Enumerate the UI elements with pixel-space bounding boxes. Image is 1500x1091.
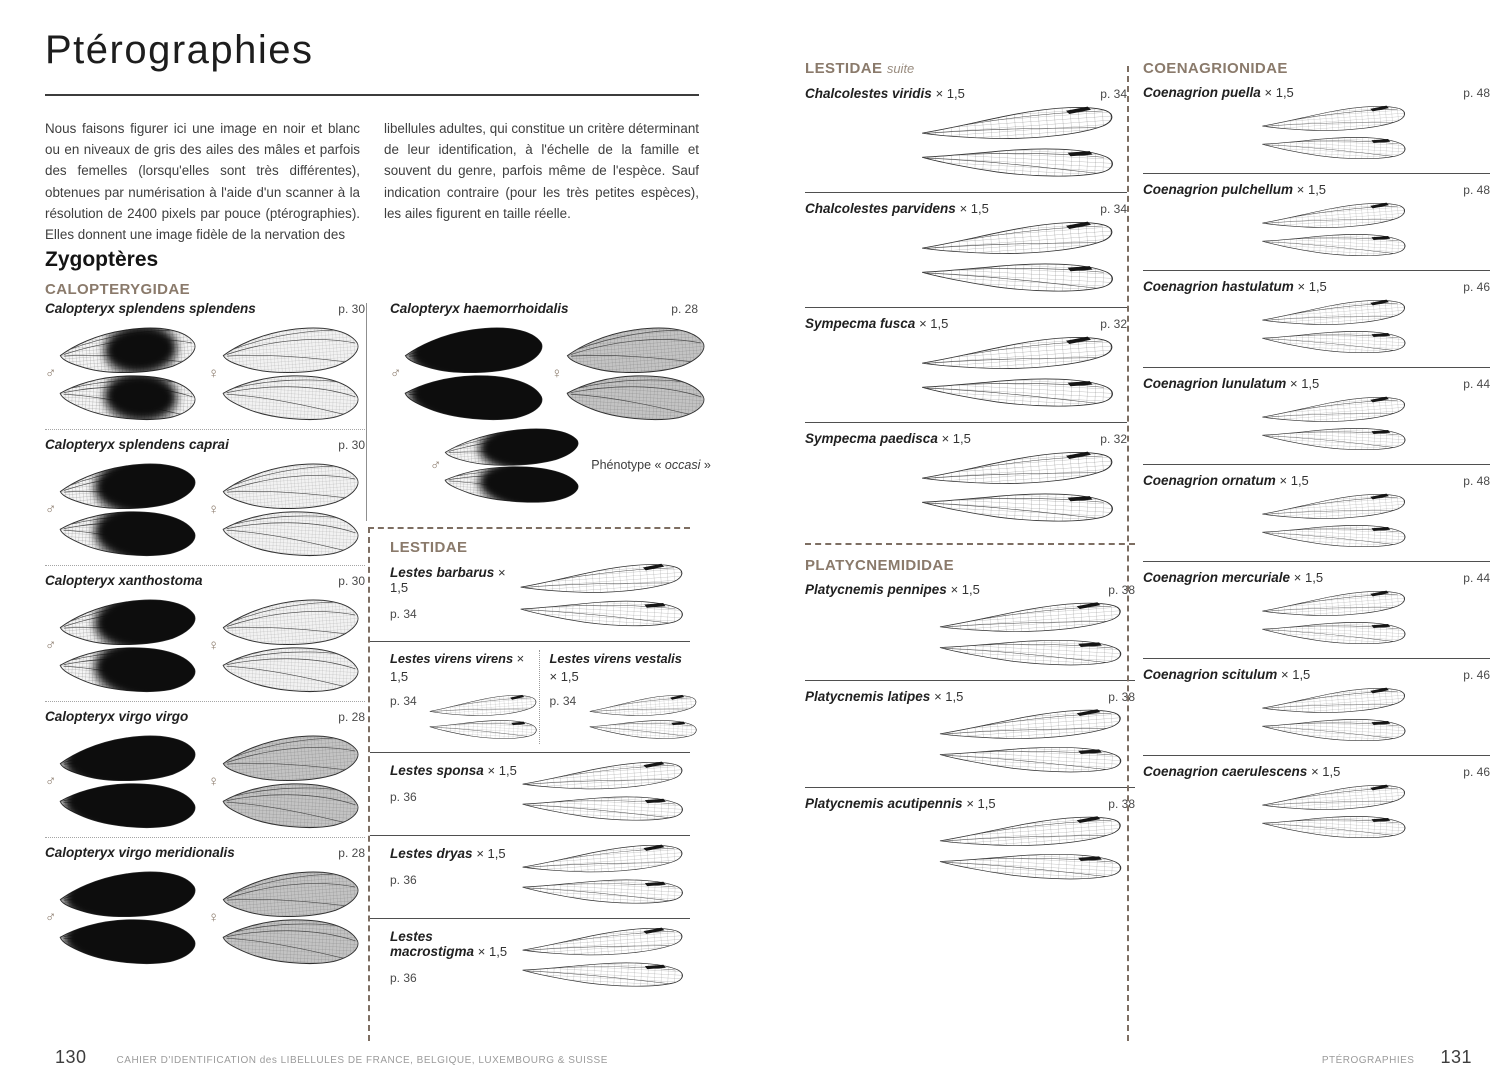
species-scale: × 1,5: [1264, 85, 1294, 100]
species-name: Sympecma fusca × 1,5: [805, 316, 949, 331]
wing-figure: [57, 502, 200, 561]
species-name: Lestes virens virens × 1,5: [390, 651, 525, 684]
species-scale: × 1,5: [959, 201, 989, 216]
wing-photos: [45, 588, 365, 696]
entry-header: [390, 844, 520, 910]
lestidae-box: [368, 527, 690, 1041]
wing-figure: [220, 366, 363, 425]
species-entry: [1143, 667, 1490, 747]
species-name: Lestes barbarus × 1,5: [390, 565, 506, 595]
female-symbol: ♀: [208, 364, 220, 382]
entry-separator: [805, 422, 1127, 423]
page-ref: p. 34: [390, 694, 417, 708]
species-name: Chalcolestes parvidens × 1,5: [805, 201, 989, 216]
wing-drawings: [518, 563, 690, 633]
intro-paragraph: [45, 118, 699, 245]
wing-figure: [517, 591, 689, 638]
species-entry: [45, 709, 365, 832]
species-name: Lestes dryas × 1,5: [390, 846, 506, 861]
species-entry: [378, 301, 711, 504]
family-name: LESTIDAE: [805, 60, 883, 77]
wing-drawings: [1143, 105, 1490, 165]
female-symbol: ♀: [551, 364, 563, 382]
entry-separator: [370, 641, 690, 642]
species-entry: [805, 689, 1135, 779]
wing-drawings: [805, 451, 1127, 529]
female-wing-pair: [208, 732, 365, 830]
species-entry: [45, 573, 365, 696]
entry-header: [45, 709, 365, 724]
species-scale: × 1,5: [390, 651, 525, 684]
page-title: Ptérographies: [45, 28, 314, 72]
entry-header: [805, 582, 1135, 597]
female-wing-pair: [208, 324, 365, 422]
entry-separator: [1143, 173, 1490, 174]
wing-figure: [1259, 322, 1411, 363]
species-entry: [805, 431, 1127, 529]
wing-figure: [1259, 419, 1411, 460]
page-ref: p. 38: [1108, 690, 1135, 704]
species-entry: [1143, 279, 1490, 359]
species-scale: × 1,5: [935, 86, 965, 101]
species-entry: [805, 316, 1127, 414]
male-symbol: ♂: [45, 908, 57, 926]
species-scale: × 1,5: [1290, 376, 1320, 391]
female-symbol: ♀: [208, 636, 220, 654]
phenotype-figure: [390, 426, 711, 504]
entry-separator: [45, 429, 365, 430]
calopterygidae-column: [45, 301, 365, 968]
species-entry: [1143, 85, 1490, 165]
wing-figure: [918, 367, 1120, 419]
entry-separator: [805, 787, 1135, 788]
coenagrionidae-entries: [1143, 85, 1490, 844]
entry-header: [1143, 376, 1490, 391]
species-name: Calopteryx haemorrhoidalis: [390, 301, 569, 316]
species-name: Chalcolestes viridis × 1,5: [805, 86, 965, 101]
species-entry: [1143, 570, 1490, 650]
page-ref: p. 38: [1108, 797, 1135, 811]
wing-figure: [519, 787, 689, 832]
wing-drawings: [805, 602, 1135, 672]
title-rule: [45, 94, 699, 96]
wing-figure: [220, 638, 363, 697]
wing-drawings: [805, 336, 1127, 414]
page-ref: p. 34: [390, 607, 417, 621]
page-ref: p. 38: [1108, 583, 1135, 597]
species-name: Lestes macrostigma × 1,5: [390, 929, 508, 959]
entry-separator: [805, 307, 1127, 308]
entry-header: [390, 927, 520, 993]
wing-photos: [45, 452, 365, 560]
female-symbol: ♀: [208, 772, 220, 790]
species-name: Coenagrion ornatum × 1,5: [1143, 473, 1309, 488]
page-ref: p. 36: [390, 873, 417, 887]
page-ref: p. 28: [338, 710, 365, 724]
species-scale: × 1,5: [390, 565, 506, 595]
wing-drawings: [520, 844, 690, 910]
species-scale: × 1,5: [1279, 473, 1309, 488]
species-scale: × 1,5: [934, 689, 964, 704]
wing-drawings: [1143, 493, 1490, 553]
wing-figure: [220, 774, 363, 833]
species-name: Platycnemis pennipes × 1,5: [805, 582, 980, 597]
footer-section-title: PTÉROGRAPHIES: [1321, 1055, 1415, 1066]
wing-figure: [57, 366, 200, 425]
male-symbol: ♂: [390, 364, 402, 382]
entry-header: [805, 316, 1127, 331]
wing-drawings: [805, 816, 1135, 886]
species-entry: [805, 582, 1135, 672]
wing-figure: [57, 774, 200, 833]
species-entry: [805, 86, 1127, 184]
species-scale: × 1,5: [549, 669, 579, 684]
species-scale: × 1,5: [1281, 667, 1311, 682]
page-131-column-left: [805, 60, 1135, 888]
species-name: Coenagrion pulchellum × 1,5: [1143, 182, 1327, 197]
wing-figure: [918, 252, 1120, 304]
wing-figure: [1259, 225, 1411, 266]
male-wing-pair: [390, 324, 545, 422]
page-ref: p. 34: [1100, 202, 1127, 216]
species-entry: [390, 927, 690, 993]
species-scale: × 1,5: [1311, 764, 1341, 779]
species-entry: [390, 650, 531, 744]
species-scale: × 1,5: [941, 431, 971, 446]
page-ref: p. 34: [1100, 87, 1127, 101]
species-name: Calopteryx virgo meridionalis: [45, 845, 235, 860]
female-wing-pair: [208, 460, 365, 558]
page-ref: p. 46: [1463, 765, 1490, 779]
species-entry: [390, 563, 690, 633]
family-heading-calopterygidae: CALOPTERYGIDAE: [45, 281, 191, 298]
male-wing-pair: [45, 324, 202, 422]
page-ref: p. 48: [1463, 86, 1490, 100]
half-entry-row: [390, 650, 690, 744]
page-ref: p. 30: [338, 302, 365, 316]
entry-separator: [1143, 270, 1490, 271]
species-entry: [45, 845, 365, 968]
species-name: Platycnemis latipes × 1,5: [805, 689, 964, 704]
species-name: Coenagrion hastulatum × 1,5: [1143, 279, 1327, 294]
entry-header: [805, 796, 1135, 811]
page-ref: p. 28: [671, 302, 698, 316]
male-symbol: ♂: [45, 636, 57, 654]
footer-book-title: CAHIER D'IDENTIFICATION des LIBELLULES DE FRANCE, BELGIQUE, LUXEMBOURG & SUISSE: [116, 1055, 608, 1066]
page-ref: p. 34: [549, 694, 577, 708]
species-scale: × 1,5: [477, 944, 508, 959]
entry-header: [1143, 764, 1490, 779]
entry-header: [805, 431, 1127, 446]
species-name: Calopteryx splendens caprai: [45, 437, 229, 452]
wing-drawings: [805, 106, 1127, 184]
entry-separator: [370, 752, 690, 753]
family-heading-lestidae-suite: [805, 60, 1127, 78]
platycnemididae-section: [805, 543, 1135, 886]
wing-drawings: [1143, 396, 1490, 456]
species-scale: × 1,5: [487, 763, 517, 778]
male-wing-pair: [45, 868, 202, 966]
wing-drawings: [428, 694, 540, 744]
entry-header: [1143, 85, 1490, 100]
platycnemididae-entries: [805, 582, 1135, 886]
species-name: Coenagrion caerulescens × 1,5: [1143, 764, 1341, 779]
male-wing-pair: [45, 596, 202, 694]
species-name: Coenagrion scitulum × 1,5: [1143, 667, 1311, 682]
species-name: Calopteryx xanthostoma: [45, 573, 203, 588]
male-wing-pair: [45, 732, 202, 830]
page-ref: p. 46: [1463, 280, 1490, 294]
entry-separator: [805, 192, 1127, 193]
wing-figure: [563, 366, 708, 425]
entry-separator: [370, 918, 690, 919]
species-scale: × 1,5: [1297, 279, 1327, 294]
species-entry: [45, 437, 365, 560]
wing-drawings: [1143, 202, 1490, 262]
wing-figure: [1259, 516, 1411, 557]
species-scale: × 1,5: [950, 582, 980, 597]
family-heading-platycnemididae: PLATYCNEMIDIDAE: [805, 557, 955, 574]
species-entry: [1143, 182, 1490, 262]
male-symbol: ♂: [45, 364, 57, 382]
page-ref: p. 36: [390, 790, 417, 804]
wing-figure: [1259, 710, 1411, 751]
page-ref: p. 44: [1463, 377, 1490, 391]
entry-header: [45, 437, 365, 452]
footer-page-number: 130: [55, 1047, 87, 1067]
wing-drawings: [520, 761, 690, 827]
wing-figure: [1259, 807, 1411, 848]
entry-header: [1143, 473, 1490, 488]
footer-page-number: 131: [1440, 1047, 1472, 1067]
female-wing-pair: [551, 324, 706, 422]
entry-header: [390, 301, 698, 316]
species-name: Coenagrion lunulatum × 1,5: [1143, 376, 1320, 391]
entry-header: [805, 201, 1127, 216]
family-heading-coenagrionidae: COENAGRIONIDAE: [1143, 60, 1288, 77]
family-heading-lestidae: LESTIDAE: [390, 539, 468, 556]
wing-drawings: [1143, 687, 1490, 747]
wing-figure: [936, 629, 1128, 677]
entry-separator: [45, 837, 365, 838]
wing-drawings: [1143, 784, 1490, 844]
species-scale: × 1,5: [1296, 182, 1327, 197]
footer-right: [1100, 1047, 1472, 1068]
entry-header: [45, 301, 365, 316]
species-scale: × 1,5: [966, 796, 996, 811]
wing-drawings: [588, 694, 700, 744]
entry-header: [1143, 279, 1490, 294]
entry-separator: [1143, 561, 1490, 562]
page-ref: p. 30: [338, 574, 365, 588]
page-ref: p. 30: [338, 438, 365, 452]
page-ref: p. 46: [1463, 668, 1490, 682]
wing-photos: [45, 316, 365, 424]
male-symbol: ♂: [45, 500, 57, 518]
species-scale: × 1,5: [1293, 570, 1324, 585]
wing-figure: [936, 736, 1128, 784]
species-entry: [805, 796, 1135, 886]
entry-separator: [1143, 464, 1490, 465]
species-name: Sympecma paedisca × 1,5: [805, 431, 971, 446]
entry-header: [390, 761, 520, 827]
species-name: Lestes sponsa × 1,5: [390, 763, 517, 778]
wing-photos: [390, 316, 698, 424]
page-ref: p. 48: [1463, 183, 1490, 197]
wing-figure: [936, 843, 1128, 891]
female-wing-pair: [208, 596, 365, 694]
wing-photos: [45, 724, 365, 832]
male-wing-pair: [45, 460, 202, 558]
entry-separator: [370, 835, 690, 836]
species-entry: [805, 201, 1127, 299]
wing-figure: [57, 638, 200, 697]
page-ref: p. 32: [1100, 432, 1127, 446]
wing-figure: [1259, 613, 1411, 654]
column-dashed-divider: [1127, 66, 1129, 1041]
species-name: Calopteryx virgo virgo: [45, 709, 189, 724]
species-entry: [1143, 376, 1490, 456]
wing-figure: [519, 953, 689, 998]
intro-column-right: libellules adultes, qui constitue un critère déterminant de leur identification, à l'échelle de la famille et souvent du genre, parfois même de l'espèce. Sauf indication contraire (pour les très petites espèces), les ailes figurent en taille réelle.: [384, 121, 699, 221]
species-scale: × 1,5: [476, 846, 506, 861]
page-ref: p. 44: [1463, 571, 1490, 585]
entry-header: [45, 573, 365, 588]
page-ref: p. 28: [338, 846, 365, 860]
wing-figure: [442, 458, 582, 507]
wing-drawings: [805, 709, 1135, 779]
entry-header: [390, 563, 518, 633]
wing-figure: [220, 910, 363, 969]
wing-figure: [427, 713, 540, 747]
wing-drawings: [1143, 590, 1490, 650]
species-scale: × 1,5: [919, 316, 949, 331]
lestidae-suite-entries: [805, 86, 1127, 529]
column-divider: [366, 303, 367, 521]
entry-header: [805, 689, 1135, 704]
species-entry: [45, 301, 365, 424]
wing-drawings: [520, 927, 690, 993]
entry-header: [45, 845, 365, 860]
phenotype-label: Phénotype « occasi »: [591, 458, 711, 472]
suite-label: suite: [886, 61, 915, 76]
entry-separator: [45, 701, 365, 702]
wing-drawings: [1143, 299, 1490, 359]
male-symbol: ♂: [430, 456, 442, 474]
species-name: Coenagrion mercuriale × 1,5: [1143, 570, 1324, 585]
footer-left: [55, 1047, 608, 1068]
wing-figure: [918, 482, 1120, 534]
entry-header: [805, 86, 1127, 101]
species-entry: [390, 761, 690, 827]
species-name: Coenagrion puella × 1,5: [1143, 85, 1294, 100]
suborder-heading: Zygoptères: [45, 248, 159, 271]
entry-header: [1143, 667, 1490, 682]
wing-figure: [402, 366, 547, 425]
page-ref: p. 32: [1100, 317, 1127, 331]
entry-header: [1143, 570, 1490, 585]
wing-figure: [220, 502, 363, 561]
wing-figure: [918, 137, 1120, 189]
species-entry: [390, 844, 690, 910]
entry-separator: [1143, 658, 1490, 659]
page-131-column-right: [1143, 60, 1490, 846]
entry-separator: [1143, 367, 1490, 368]
lestidae-entries: [390, 563, 690, 993]
entry-separator: [805, 680, 1135, 681]
entry-header: [1143, 182, 1490, 197]
species-entry: [1143, 473, 1490, 553]
entry-separator: [45, 565, 365, 566]
species-name: Lestes virens vestalis × 1,5: [549, 651, 682, 684]
male-symbol: ♂: [45, 772, 57, 790]
species-name: Calopteryx splendens splendens: [45, 301, 256, 316]
intro-column-left: Nous faisons figurer ici une image en noir et blanc ou en niveaux de gris des ailes des mâles et parfois des femelles (lorsqu'elles sont très différentes), obtenues par numérisation à l'aide d'un scanner à la résolution de 2400 pixels par pouce (ptérographies). Elles donnent une image fidèle de la nervation des: [45, 121, 360, 242]
page-ref: p. 36: [390, 971, 417, 985]
entry-separator: [1143, 755, 1490, 756]
female-symbol: ♀: [208, 500, 220, 518]
wing-figure: [587, 713, 700, 747]
species-name: Platycnemis acutipennis × 1,5: [805, 796, 996, 811]
wing-photos: [45, 860, 365, 968]
wing-figure: [57, 910, 200, 969]
female-wing-pair: [208, 868, 365, 966]
female-symbol: ♀: [208, 908, 220, 926]
wing-drawings: [805, 221, 1127, 299]
page-ref: p. 48: [1463, 474, 1490, 488]
wing-figure: [1259, 128, 1411, 169]
wing-figure: [519, 870, 689, 915]
species-entry: [1143, 764, 1490, 844]
species-entry: [539, 650, 691, 744]
